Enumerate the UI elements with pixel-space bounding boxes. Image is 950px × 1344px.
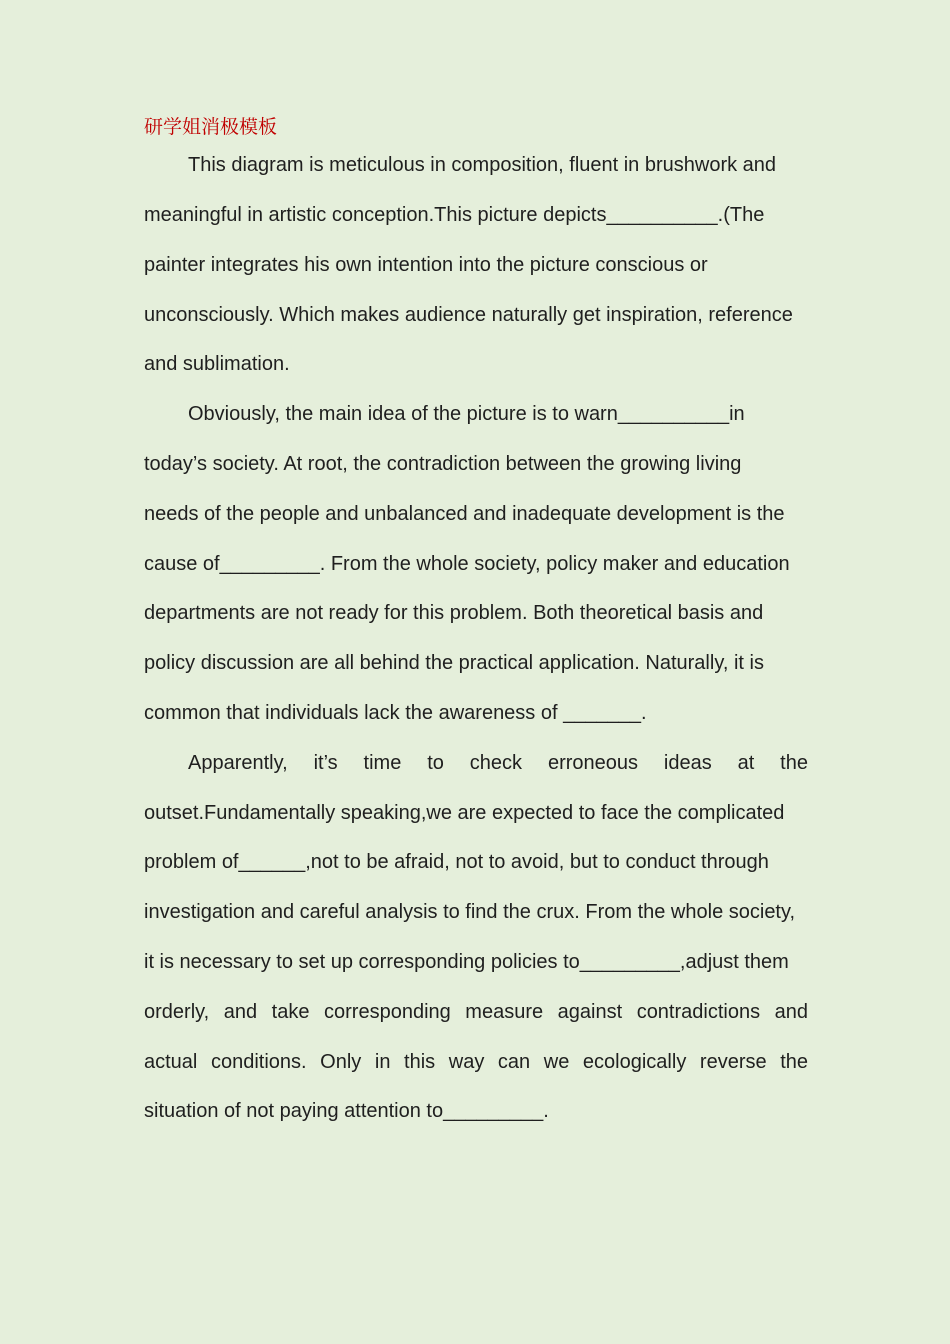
paragraph-2-line-3: needs of the people and unbalanced and inadequate development is the	[144, 503, 785, 525]
paragraph-2-line-1: Obviously, the main idea of the picture is to warn__________in	[188, 403, 745, 425]
paragraph-3-line-1: Apparently, it’s time to check erroneous ideas at the	[188, 752, 808, 774]
paragraph-2-line-5: departments are not ready for this problem. Both theoretical basis and	[144, 602, 764, 624]
paragraph-1-line-2: meaningful in artistic conception.This picture depicts__________.(The	[144, 204, 765, 226]
paragraph-3-line-3: problem of______,not to be afraid, not to avoid, but to conduct through	[144, 851, 769, 873]
document-heading: 研学姐消极模板	[144, 116, 278, 138]
paragraph-1-line-5: and sublimation.	[144, 353, 290, 375]
paragraph-3-line-6: orderly, and take corresponding measure against contradictions and	[144, 1001, 808, 1023]
paragraph-3-line-7: actual conditions. Only in this way can we ecologically reverse the	[144, 1051, 808, 1073]
paragraph-1-line-1: This diagram is meticulous in composition, fluent in brushwork and	[188, 154, 777, 176]
paragraph-1-line-3: painter integrates his own intention into the picture conscious or	[144, 254, 708, 276]
paragraph-3-line-5: it is necessary to set up corresponding policies to_________,adjust them	[144, 951, 789, 973]
paragraph-3-line-2: outset.Fundamentally speaking,we are expected to face the complicated	[144, 802, 785, 824]
paragraph-2-line-4: cause of_________. From the whole society, policy maker and education	[144, 553, 790, 575]
paragraph-2-line-7: common that individuals lack the awareness of _______.	[144, 702, 647, 724]
paragraph-2-line-2: today’s society. At root, the contradiction between the growing living	[144, 453, 742, 475]
paragraph-3-line-4: investigation and careful analysis to find the crux. From the whole society,	[144, 901, 796, 923]
paragraph-2-line-6: policy discussion are all behind the practical application. Naturally, it is	[144, 652, 764, 674]
paragraph-1-line-4: unconsciously. Which makes audience naturally get inspiration, reference	[144, 304, 793, 326]
paragraph-3-line-8: situation of not paying attention to_________.	[144, 1100, 549, 1122]
